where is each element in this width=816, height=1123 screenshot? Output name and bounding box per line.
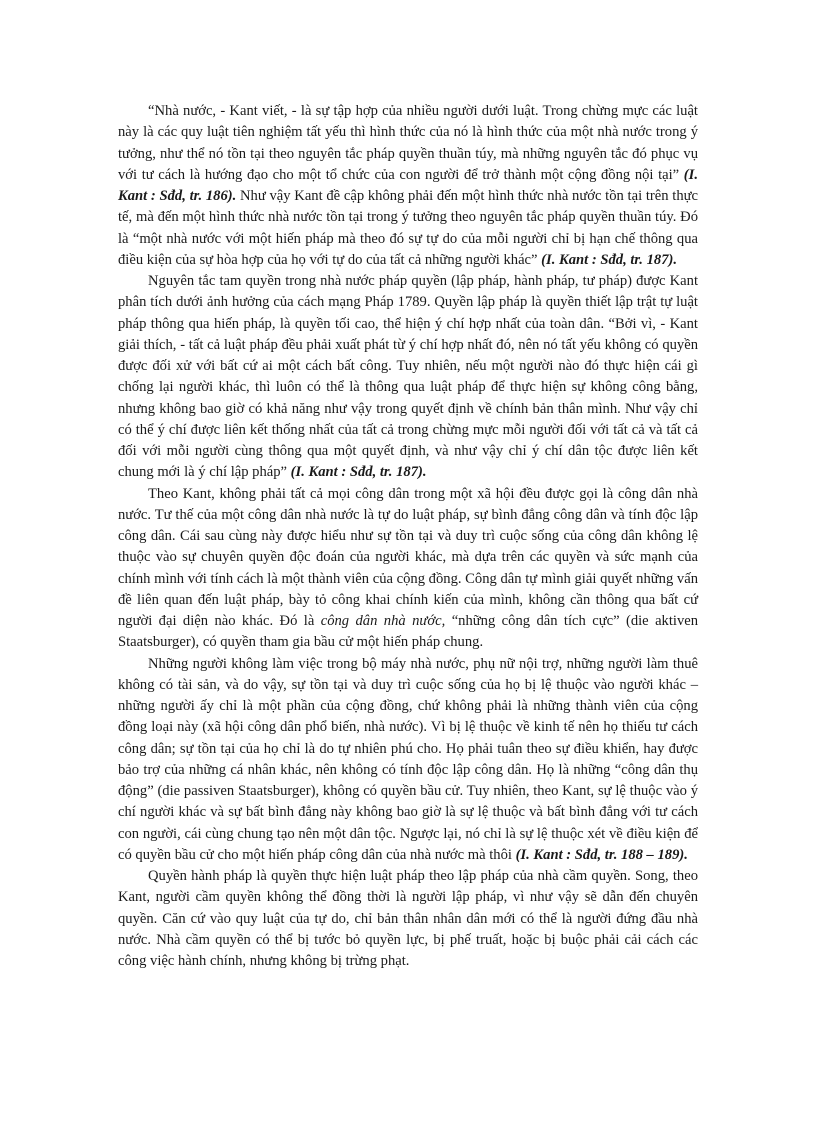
paragraph-3 bbox=[118, 484, 698, 654]
paragraph-2 bbox=[118, 271, 698, 484]
document-body bbox=[118, 101, 698, 972]
paragraph-5 bbox=[118, 866, 698, 972]
paragraph-3-text-b: “những công dân tích cực” (die aktiven Staatsburger), có quyền tham gia bầu cử một hiến pháp chung. bbox=[118, 613, 699, 651]
paragraph-4 bbox=[118, 654, 698, 867]
paragraph-1-text-b: Như vậy Kant đề cập không phải đến một hình thức nhà nước tồn tại trên thực tế, mà đến một hình thức nhà nước tồn tại trong ý tưởng theo nguyên tắc pháp quyền thuần túy. Đó là “một nhà nước với một hiến pháp mà theo đó sự tự do của mỗi người chỉ bị hạn chế thông qua điều kiện của sự hòa hợp của họ với tự do của tất cả những người khác” bbox=[118, 188, 698, 268]
paragraph-1 bbox=[118, 101, 698, 271]
paragraph-4-text: Những người không làm việc trong bộ máy nhà nước, phụ nữ nội trợ, những người làm thuê không có tài sản, và do vậy, sự tồn tại và duy trì cuộc sống của họ bị lệ thuộc vào người khác – những người ấy chỉ là một phần của cộng đồng, chứ không phải là những thành viên của cộng đồng loại này (xã hội công dân phổ biến, nhà nước). Vì bị lệ thuộc về kinh tế nên họ thiếu tư cách công dân; sự tồn tại của họ chỉ là do tự nhiên phú cho. Họ phải tuân theo sự điều khiển, hay được bảo trợ của những cá nhân khác, nên không có tính độc lập công dân. Họ là những “công dân thụ động” (die passiven Staatsburger), không có quyền bầu cử. Tuy nhiên, theo Kant, sự lệ thuộc vào ý chí người khác và sự bất bình đẳng này không bao giờ là sự lệ thuộc và bất bình đẳng với tư cách con người, cái cùng chung tạo nên một dân tộc. Ngược lại, nó chỉ là sự lệ thuộc xét về điều kiện để có quyền bầu cử cho một hiến pháp công dân của nhà nước mà thôi bbox=[118, 655, 698, 863]
italic-term: công dân nhà nước, bbox=[320, 613, 446, 629]
citation-kant-188-189: (I. Kant : Sđd, tr. 188 – 189). bbox=[515, 846, 688, 863]
paragraph-3-text-a: Theo Kant, không phải tất cả mọi công dân trong một xã hội đều được gọi là công dân nhà nước. Tư thế của một công dân nhà nước là tự do luật pháp, sự bình đẳng công dân và tính độc lập công dân. Cái sau cùng này được hiểu như sự tồn tại và duy trì cuộc sống của công dân không lệ thuộc vào sự chuyên quyền độc đoán của người khác, mà dựa trên các quyền và sức mạnh của chính mình với tính cách là một thành viên của cộng đồng. Công dân tự mình giải quyết những vấn đề liên quan đến luật pháp, bày tỏ công khai chính kiến của mình, không cần thông qua bất cứ người đại diện nào khác. Đó là bbox=[118, 485, 698, 629]
paragraph-5-text: Quyền hành pháp là quyền thực hiện luật pháp theo lập pháp của nhà cầm quyền. Song, theo Kant, người cầm quyền không thể đồng thời là người lập pháp, vì như vậy sẽ dẫn đến chuyên quyền. Căn cứ vào quy luật của tự do, chỉ bản thân nhân dân mới có thể là người đứng đầu nhà nước. Nhà cầm quyền có thể bị tước bỏ quyền lực, bị phế truất, hoặc bị buộc phải cải cách các công việc hành chính, nhưng không bị trừng phạt. bbox=[118, 868, 698, 969]
citation-kant-186: (I. Kant : Sđd, tr. 186). bbox=[118, 166, 698, 204]
citation-kant-187-b: (I. Kant : Sđd, tr. 187). bbox=[290, 464, 427, 481]
paragraph-2-text: Nguyên tắc tam quyền trong nhà nước pháp quyền (lập pháp, hành pháp, tư pháp) được Kant phân tích dưới ảnh hưởng của cách mạng Pháp 1789. Quyền lập pháp là quyền thiết lập trật tự luật pháp thông qua hiến pháp, là quyền tối cao, thể hiện ý chí hợp nhất của toàn dân. “Bởi vì, - Kant giải thích, - tất cả luật pháp đều phải xuất phát từ ý chí hợp nhất đó, nên nó tất yếu không có quyền được đối xử với bất cứ ai một cách bất công. Tuy nhiên, nếu một người nào đó thực hiện cái gì chống lại người khác, thì luôn có thể là thông qua luật pháp để thực hiện sự không công bằng, nhưng không bao giờ có khả năng như vậy trong quyết định về chính bản thân mình. Như vậy chỉ có thể ý chí được liên kết thống nhất của tất cả trong chừng mực mỗi người đối với tất cả và tất cả đối với mỗi người cùng thông qua một quyết định, và như vậy chỉ ý chí dân tộc được liên kết chung mới là ý chí lập pháp” bbox=[118, 273, 698, 481]
paragraph-1-text-a: “Nhà nước, - Kant viết, - là sự tập hợp của nhiều người dưới luật. Trong chừng mực các luật này là các quy luật tiên nghiệm tất yếu thì hình thức của nó là hình thức của một nhà nước trong ý tưởng, như thể nó tồn tại theo nguyên tắc pháp quyền thuần túy, mà những nguyên tắc đó phục vụ với tư cách là hướng đạo cho một tổ chức của con người để trở thành một cộng đồng nội tại” bbox=[118, 103, 698, 183]
citation-kant-187: (I. Kant : Sđd, tr. 187). bbox=[541, 251, 677, 268]
